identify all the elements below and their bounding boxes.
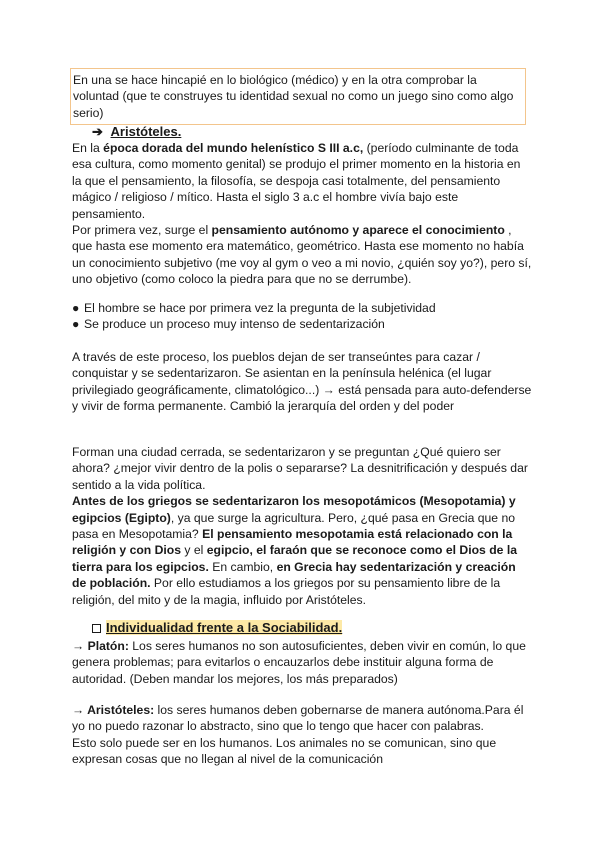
bullet-list [72,300,532,333]
text-run: y el [181,543,207,558]
text-run: (período culminante de toda esa cultura, como momento genital) se produjo el primer momento en la historia en la que el pensamiento, la filosofía, se despoja casi totalmente, del pensamiento mágico / religioso / mítico. Hasta el siglo 3 a.c el hombre vivía bajo este pensamiento. [72,141,521,221]
quote-box [70,68,526,125]
box-text: En una se hace hincapié en lo biológico (médico) y en la otra comprobar la voluntad (que te construyes tu identidad sexual no como un juego sino como algo serio) [73,73,514,120]
list-item [72,316,532,332]
text-run: En cambio, [208,559,277,574]
text-run: Por ello estudiamos a los griegos por su pensamiento libre de la religión, del mito y de la magia, influido por Aristóteles. [72,576,501,607]
paragraph-text: A través de este proceso, los pueblos dejan de ser transeúntes para cazar / conquistar y se sedentarizaron. Se asientan en la península helénica (el lugar privilegiado geográficamente, climatológico...) → está pensada para auto-defenderse y vivir de forma permanente. Cambió la jerarquía del orden y del poder [72,350,532,414]
paragraph-platon [72,638,532,687]
aristoteles-heading [92,124,181,140]
list-item [72,300,532,316]
arrow-icon: ➔ [92,124,103,139]
text-run: Los seres humanos no son autosuficientes, deben vivir en común, lo que genera problemas; para evitarlos o encauzarlos debe instituir alguna forma de autoridad. (Deben mandar los mejores, los más preparados) [72,639,526,686]
individualidad-heading-label: Individualidad frente a la Sociabilidad. [106,620,343,635]
list-item-text: El hombre se hace por primera vez la pregunta de la subjetividad [84,301,436,315]
paragraph-ciudad-cerrada [72,444,532,608]
aristoteles-heading-label: Aristóteles. [110,124,182,139]
bold-run: El pensamiento mesopotamia está relacionado con la religión y con Dios [72,527,513,558]
paragraph-aristoteles [72,702,532,768]
bold-run: → Aristóteles: [72,703,155,717]
bold-run: pensamiento autónomo y aparece el conocimiento [211,223,505,238]
text-run: los seres humanos deben gobernarse de manera autónoma.Para él yo no puedo razonar lo abstracto, sino que lo tengo que hacer con palabras. [72,703,524,734]
bullet-icon: ● [72,301,80,315]
text-run: Esto solo puede ser en los humanos. Los animales no se comunican, sino que expresan cosas que no llegan al nivel de la comunicación [72,735,497,767]
list-item-text: Se produce un proceso muy intenso de sedentarización [84,317,385,332]
bullet-icon: ● [72,317,80,332]
checkbox-icon [92,624,101,633]
paragraph-sedentarizacion [72,349,532,415]
bold-run: en Grecia hay sedentarización y creación de población. [72,559,516,591]
paragraph-epoca-dorada [72,140,532,288]
bold-run: Antes de los griegos se sedentarizaron los mesopotámicos (Mesopotamia) y egipcios (Egipto) [72,494,516,525]
bold-run: egipcio, el faraón que se reconoce como el Dios de la tierra para los egipcios. [72,543,517,574]
text-run: , que hasta ese momento era matemático, geométrico. Hasta ese momento no había un conocimiento subjetivo (me voy al gym o veo a mi novio, ¿quién soy yo?), pero sí, uno objetivo (como coloco la piedra para que no se derrumbe). [72,223,532,287]
paragraph-text: Forman una ciudad cerrada, se sedentarizaron y se preguntan ¿Qué quiero ser ahora? ¿mejor vivir dentro de la polis o separarse? La desnitrificación y después dar sentido a la vida política. [72,445,528,492]
text-run: En la [72,141,104,155]
bold-run: → Platón: [72,639,129,653]
text-run: Por primera vez, surge el [72,223,212,238]
individualidad-heading [92,620,342,636]
bold-run: época dorada del mundo helenístico S III a.c, [103,141,364,155]
text-run: , ya que surge la agricultura. Pero, ¿qué pasa en Grecia que no pasa en Mesopotamia? [72,510,516,542]
